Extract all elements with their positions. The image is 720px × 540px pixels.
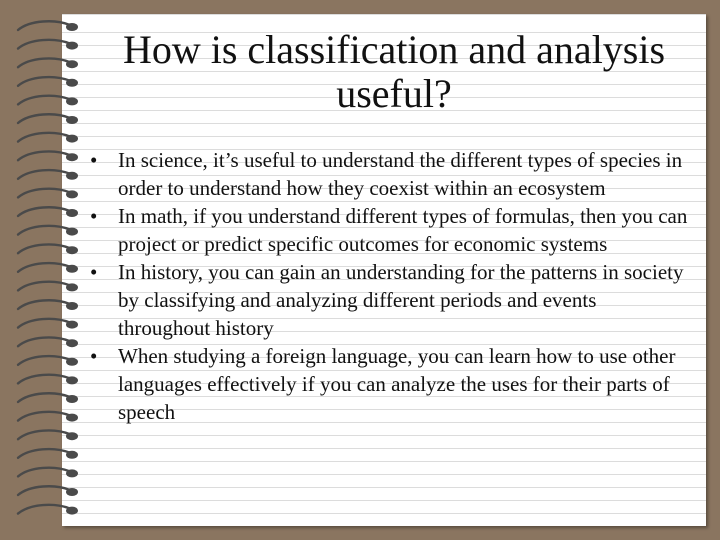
bullet-dot-icon: •	[90, 204, 98, 228]
spiral-coil	[18, 263, 78, 273]
spiral-coil	[18, 300, 78, 310]
spiral-coil	[18, 393, 78, 403]
spiral-coil	[18, 375, 78, 385]
bullet-list	[90, 146, 690, 426]
bullet-dot-icon: •	[90, 260, 98, 284]
bullet-text: In math, if you understand different types of formulas, then you can project or predict specific outcomes for economic systems	[118, 204, 688, 256]
spiral-coil	[18, 505, 78, 515]
spiral-coil	[18, 412, 78, 422]
spiral-coil	[18, 58, 78, 68]
bullet-text: In science, it’s useful to understand the different types of species in order to understand how they coexist within an ecosystem	[118, 148, 683, 200]
spiral-coil	[18, 486, 78, 496]
list-item	[90, 202, 690, 258]
page-title: How is classification and analysis useful?	[122, 27, 666, 116]
spiral-binding-icon	[0, 14, 86, 526]
spiral-coil	[18, 356, 78, 366]
spiral-coil	[18, 133, 78, 143]
spiral-coil	[18, 21, 78, 31]
spiral-coil	[18, 170, 78, 180]
spiral-coil	[18, 282, 78, 292]
bullet-dot-icon: •	[90, 148, 98, 172]
spiral-coil	[18, 151, 78, 161]
spiral-coil	[18, 96, 78, 106]
spiral-coil	[18, 114, 78, 124]
spiral-coil	[18, 430, 78, 440]
bullet-text: When studying a foreign language, you can learn how to use other languages effectively if you can analyze the uses for their parts of speech	[118, 344, 676, 424]
spiral-coil	[18, 77, 78, 87]
spiral-coil	[18, 207, 78, 217]
list-item	[90, 342, 690, 426]
bullet-dot-icon: •	[90, 344, 98, 368]
spiral-coil	[18, 468, 78, 478]
spiral-coil	[18, 337, 78, 347]
spiral-coil	[18, 244, 78, 254]
bullet-text: In history, you can gain an understanding for the patterns in society by classifying and analyzing different periods and events throughout history	[118, 260, 684, 340]
spiral-coil	[18, 319, 78, 329]
spiral-coil	[18, 226, 78, 236]
spiral-coil	[18, 40, 78, 50]
list-item	[90, 258, 690, 342]
spiral-coil	[18, 189, 78, 199]
list-item	[90, 146, 690, 202]
spiral-coil	[18, 449, 78, 459]
